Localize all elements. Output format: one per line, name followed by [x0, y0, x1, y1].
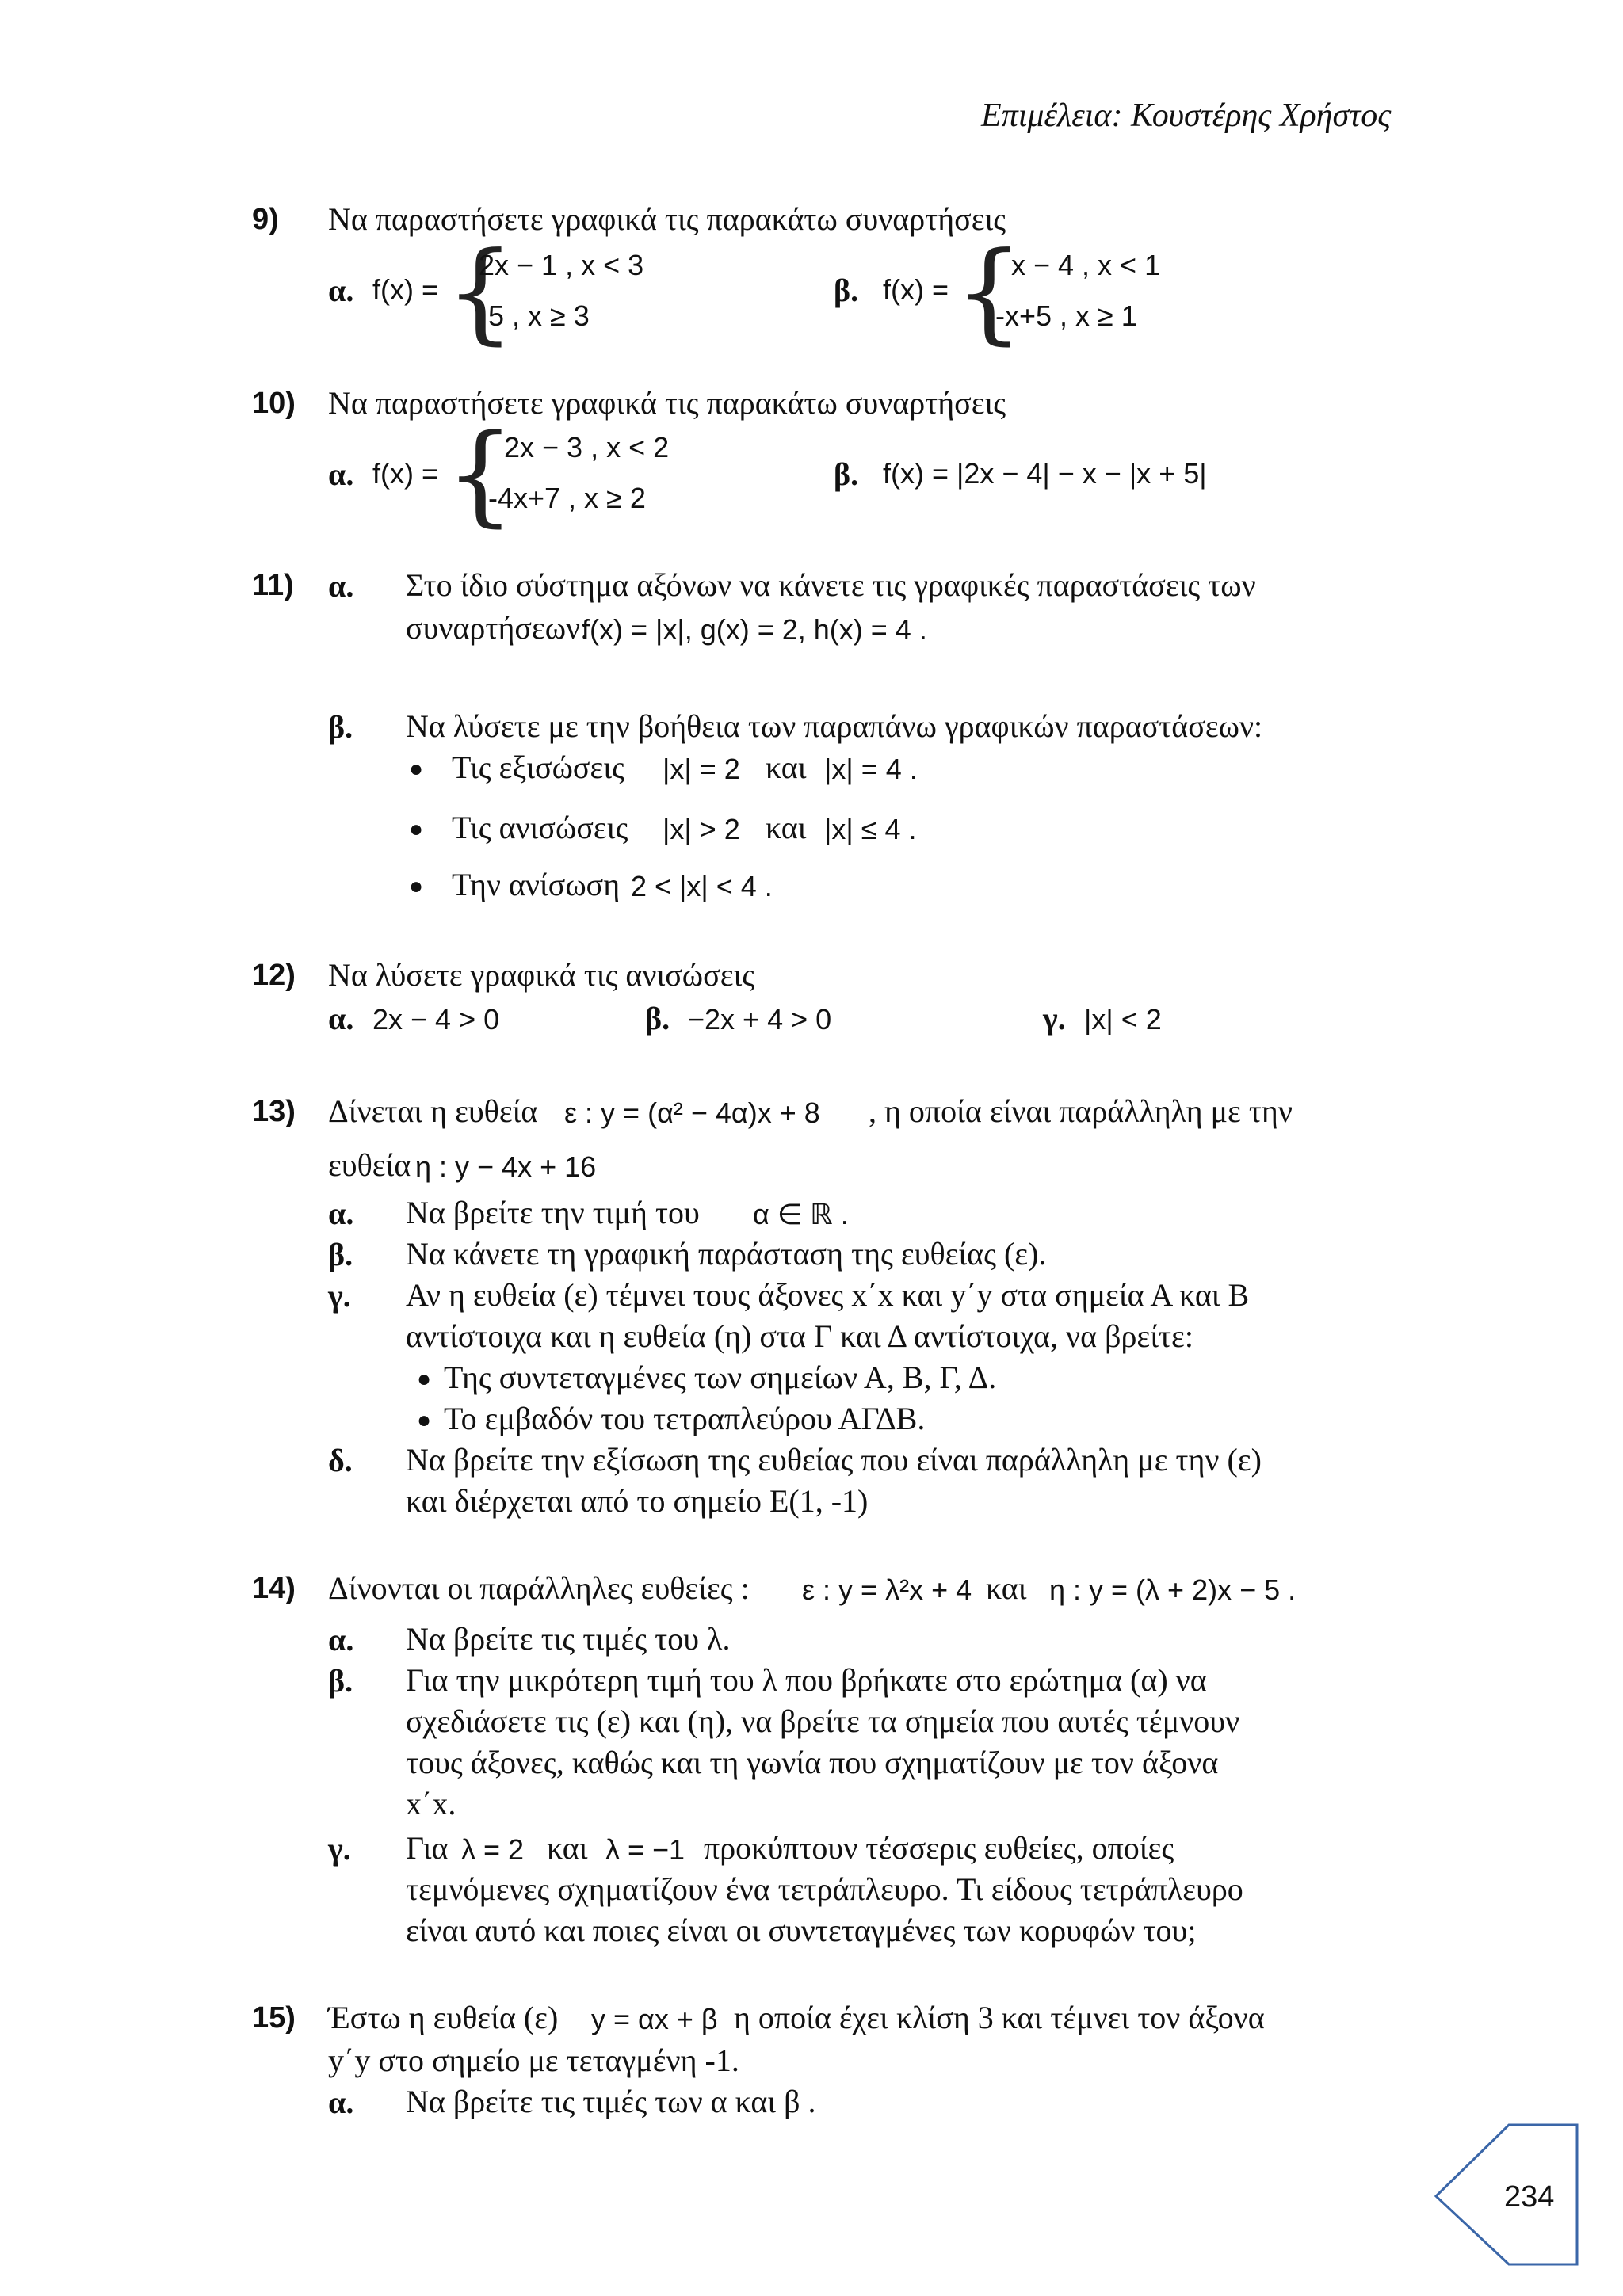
question-14-equation-2: η : y = (λ + 2)x − 5 . [1049, 1573, 1296, 1606]
question-9b-label: β. [834, 273, 859, 308]
question-11-number: 11) [252, 569, 294, 602]
question-13b-text: Να κάνετε τη γραφική παράσταση της ευθείας (ε). [406, 1236, 1047, 1272]
question-13a-text: Να βρείτε την τιμή του [406, 1195, 700, 1230]
left-brace-icon: { [445, 228, 515, 356]
question-11b-bullet-3-math: 2 < |x| < 4 . [631, 870, 773, 902]
question-12b-label: β. [645, 1001, 670, 1036]
question-14c-lambda-2: λ = −1 [605, 1833, 685, 1866]
question-10a-case-1: 2x − 3 , x < 2 [504, 431, 670, 463]
question-14c-line-3: είναι αυτό και ποιες είναι οι συντεταγμένες των κορυφών του; [406, 1913, 1197, 1948]
question-14c-lambda-1: λ = 2 [461, 1833, 525, 1866]
question-13-line-1-text: Δίνεται η ευθεία [328, 1093, 538, 1129]
question-11b-bullet-2-math-1: |x| > 2 [663, 813, 740, 845]
question-9b-case-1: x − 4 , x < 1 [1011, 249, 1161, 281]
question-14c-and: και [547, 1830, 588, 1866]
question-15a-text: Να βρείτε τις τιμές των α και β . [406, 2084, 816, 2119]
question-13-line-2-text: ευθεία [328, 1147, 411, 1183]
question-15a-label: α. [328, 2084, 354, 2120]
question-12-number: 12) [252, 959, 296, 992]
question-13d-line-1: Να βρείτε την εξίσωση της ευθείας που είναι παράλληλη με την (ε) [406, 1442, 1262, 1478]
question-13a-math: α ∈ ℝ . [753, 1198, 849, 1230]
bullet-icon: ● [409, 756, 424, 782]
left-brace-icon: { [954, 228, 1024, 356]
bullet-icon: ● [409, 873, 424, 899]
question-11b-bullet-1-math-1: |x| = 2 [663, 753, 740, 785]
question-10-number: 10) [252, 387, 296, 420]
question-14a-label: α. [328, 1622, 354, 1657]
question-11a-functions: f(x) = |x|, g(x) = 2, h(x) = 4 . [582, 613, 927, 646]
question-15-line-1-pre: Έστω η ευθεία (ε) [328, 2000, 559, 2035]
question-12c-math: |x| < 2 [1084, 1003, 1162, 1035]
left-brace-icon: { [445, 410, 515, 538]
question-9a-lhs: f(x) = [372, 273, 439, 306]
question-13c-line-1: Αν η ευθεία (ε) τέμνει τους άξονες x΄x και y΄y στα σημεία Α και Β [406, 1277, 1250, 1313]
question-14c-line-2: τεμνόμενες σχηματίζουν ένα τετράπλευρο. Τι είδους τετράπλευρο [406, 1871, 1243, 1907]
question-13-line-2-equation: η : y − 4x + 16 [415, 1150, 597, 1183]
question-9a-case-2: 5 , x ≥ 3 [488, 299, 590, 332]
question-14c-label: γ. [328, 1831, 351, 1867]
question-14-and: και [986, 1570, 1027, 1606]
question-9-number: 9) [252, 203, 279, 236]
question-11b-bullet-2-math-2: |x| ≤ 4 . [824, 813, 917, 845]
question-12-text: Να λύσετε γραφικά τις ανισώσεις [328, 957, 755, 993]
question-13c-line-2: αντίστοιχα και η ευθεία (η) στα Γ και Δ αντίστοιχα, να βρείτε: [406, 1318, 1193, 1354]
question-13d-line-2: και διέρχεται από το σημείο Ε(1, -1) [406, 1483, 869, 1519]
question-9a-case-1: 2x − 1 , x < 3 [479, 249, 644, 281]
question-10a-case-2: -4x+7 , x ≥ 2 [488, 482, 646, 514]
question-11b-bullet-3-text: Την ανίσωση [452, 867, 621, 902]
question-9b-case-2: -x+5 , x ≥ 1 [995, 299, 1137, 332]
question-14b-line-3: τους άξονες, καθώς και τη γωνία που σχηματίζουν με τον άξονα [406, 1745, 1219, 1780]
question-11b-bullet-1-math-2: |x| = 4 . [824, 753, 918, 785]
question-15-number: 15) [252, 2001, 296, 2035]
question-12a-math: 2x − 4 > 0 [372, 1003, 500, 1035]
question-14-line-1-text: Δίνονται οι παράλληλες ευθείες : [328, 1570, 750, 1606]
question-13-number: 13) [252, 1095, 296, 1128]
question-13-line-1-tail: , η οποία είναι παράλληλη με την [869, 1093, 1293, 1129]
question-9-text: Να παραστήσετε γραφικά τις παρακάτω συναρτήσεις [328, 201, 1006, 237]
question-14b-line-4: x΄x. [406, 1786, 456, 1821]
question-14c-line-1-post: προκύπτουν τέσσερις ευθείες, οποίες [704, 1830, 1174, 1866]
question-11b-label: β. [328, 709, 353, 745]
question-15-line-2: y΄y στο σημείο με τεταγμένη -1. [328, 2042, 739, 2078]
bullet-icon: ● [417, 1366, 432, 1392]
question-14-equation-1: ε : y = λ²x + 4 [802, 1573, 972, 1606]
question-11b-bullet-1-text: Τις εξισώσεις [452, 749, 624, 785]
question-13b-label: β. [328, 1237, 353, 1272]
question-13c-label: γ. [328, 1278, 351, 1314]
question-11b-bullet-2-and: και [766, 810, 807, 845]
question-12b-math: −2x + 4 > 0 [688, 1003, 832, 1035]
question-14b-line-2: σχεδιάσετε τις (ε) και (η), να βρείτε τα σημεία που αυτές τέμνουν [406, 1703, 1240, 1739]
question-14b-line-1: Για την μικρότερη τιμή του λ που βρήκατε στο ερώτημα (α) να [406, 1662, 1207, 1698]
question-10a-label: α. [328, 456, 354, 492]
question-15-line-1-post: η οποία έχει κλίση 3 και τέμνει τον άξονα [734, 2000, 1265, 2035]
question-11b-bullet-1-and: και [766, 749, 807, 785]
question-13a-label: α. [328, 1196, 354, 1231]
question-15-equation: y = αx + β [591, 2003, 718, 2035]
question-10-text: Να παραστήσετε γραφικά τις παρακάτω συναρτήσεις [328, 385, 1006, 421]
question-11a-line-1: Στο ίδιο σύστημα αξόνων να κάνετε τις γραφικές παραστάσεις των [406, 567, 1256, 603]
question-14-number: 14) [252, 1572, 296, 1605]
page-number: 234 [1504, 2180, 1555, 2214]
question-13c-bullet-2: Το εμβαδόν του τετραπλεύρου ΑΓΔΒ. [444, 1401, 926, 1436]
question-14b-label: β. [328, 1663, 353, 1699]
question-11b-text: Να λύσετε με την βοήθεια των παραπάνω γραφικών παραστάσεων: [406, 708, 1263, 744]
question-11a-line-2-text: συναρτήσεων: [406, 610, 590, 646]
question-12c-label: γ. [1043, 1001, 1066, 1036]
bullet-icon: ● [417, 1407, 432, 1433]
question-13d-label: δ. [328, 1443, 353, 1478]
question-11b-bullet-2-text: Τις ανισώσεις [452, 810, 628, 845]
bullet-icon: ● [409, 816, 424, 842]
question-10a-lhs: f(x) = [372, 457, 439, 490]
question-14a-text: Να βρείτε τις τιμές του λ. [406, 1621, 731, 1657]
question-11a-label: α. [328, 568, 354, 604]
question-14c-line-1-pre: Για [406, 1830, 449, 1866]
question-13c-bullet-1: Της συντεταγμένες των σημείων Α, Β, Γ, Δ. [444, 1360, 997, 1395]
question-12a-label: α. [328, 1001, 354, 1036]
question-13-line-1-equation: ε : y = (α² − 4α)x + 8 [564, 1097, 820, 1129]
question-10b-expression: f(x) = |2x − 4| − x − |x + 5| [883, 457, 1207, 490]
question-9a-label: α. [328, 273, 354, 308]
question-10b-label: β. [834, 456, 859, 492]
page-header-author: Επιμέλεια: Κουστέρης Χρήστος [981, 97, 1392, 134]
question-9b-lhs: f(x) = [883, 273, 949, 306]
